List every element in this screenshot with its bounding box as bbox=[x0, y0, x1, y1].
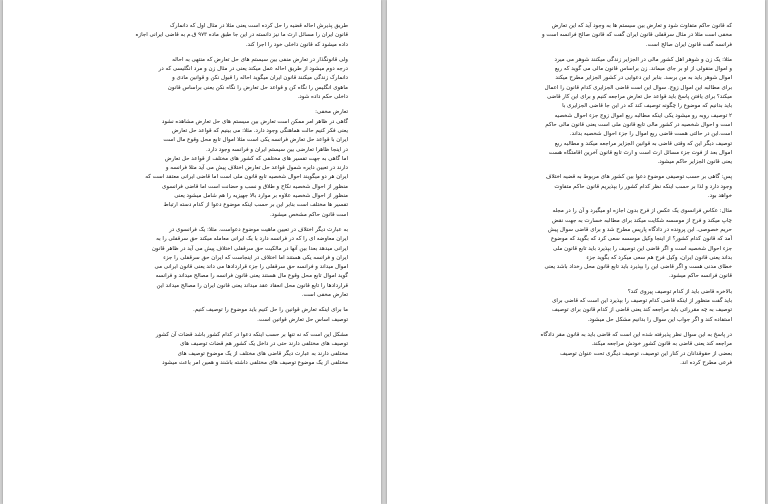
text-line: قانون ایران را مسائل ارث ما نیز دانسته در این جا طبق ماده ۹۷۳ ق.م به قاضی ایرانی اجازه bbox=[135, 32, 348, 39]
paragraph bbox=[421, 331, 732, 368]
text-line: بعضی از حقوقدانان در کنار این توصیف، توصیف دیگری تحت عنوان توصیف bbox=[560, 350, 732, 357]
text-line: بالاخره قاضی باید از کدام توصیف پیروی کند؟ bbox=[627, 288, 732, 295]
text-line: باید گفت منظور از اینکه قاضی کدام توصیف را بپذیرد این است که قاضی برای bbox=[552, 298, 732, 305]
text-line: مثال: عکاس فرانسوی یک عکس از فرح بدون اجازه او میگیرد و آن را در مجله bbox=[552, 208, 732, 215]
text-line: است.این در حالتی هست قاضی ربع اموال را جزء احوال شخصیه بداند. bbox=[569, 131, 732, 138]
text-line: منظور از احوال شخصیه علاوه بر موارد بالا جهیزیه را هم شامل میشود یعنی bbox=[174, 193, 348, 200]
text-line: ایران با قواعد حل تعارض فرانسه یکی است مثلا اموال تابع محل وقوع مال است bbox=[163, 137, 348, 144]
text-line: توصیف به چه مقرراتی باید مراجعه کند یعنی قاضی از کدام قانون برای توصیف bbox=[552, 307, 732, 314]
paragraph bbox=[421, 207, 732, 281]
text-line: خواهد بود. bbox=[707, 193, 732, 200]
text-line: ماهوی انگلیس را نگاه کن و قواعد حل تعارض را نگاه نکن یعنی براساس قانون bbox=[167, 84, 348, 91]
text-line: مختلفی از یک موضوع توصیف های مختلفی داشته باشند و همین امر باعث میشود bbox=[162, 359, 348, 366]
text-line: گاهی در ظاهر امر ممکن است تعارض بین سیستم های حل تعارض مشاهده نشود bbox=[161, 118, 348, 125]
text-line: مثلا: یک زن و شوهر اهل کشور مالی در الجزایر زندگی میکنند شوهر می میرد bbox=[554, 56, 732, 63]
text-line: ما برای اینکه تعارض قوانین را حل کنیم باید موضوع را توصیف کنیم. bbox=[192, 307, 348, 314]
text-line: یعنی فکر کنیم حالت هماهنگی وجود دارد. مثلا: می بینیم که قواعد حل تعارض bbox=[171, 127, 348, 134]
document-page-right bbox=[387, 0, 765, 504]
text-line: مخفی است مثلا در مثال سرقفلی قانون ایران گفت که قانون صالح فرانسه است و bbox=[541, 32, 732, 39]
text-line: طریق پذیرش احاله قضیه را حل کرده است یعنی مثلا در مثال اول که دانمارک bbox=[169, 23, 348, 29]
text-line: مشکل این است که نه تنها بر حسب اینکه دعوا در کدام کشور باشد قضات آن کشور bbox=[155, 331, 348, 338]
text-line: ایرانی میدهد بعدا بین آنها در مالکیت حق سرقفلی اختلاف پیش می آید در ظاهر قانون bbox=[151, 245, 348, 252]
text-line: گوید اموال تابع محل وقوع مال هستند یعنی قانون فرانسه را مصالح میداند و فرانسه bbox=[155, 273, 348, 280]
text-line: ایران و فرانسه یکی هستند اما اختلاف در اینجاست که ایران حق سرقفلی را جزء bbox=[163, 254, 348, 261]
text-line: است و احوال شخصیه در کشور مالی تابع قانون ملی است یعنی قانون مالی حاکم bbox=[545, 121, 732, 128]
text-line: دارند در تعیین دایره شمول قواعد حل تعارض اختلاف پیش می آید مثلا فرانسه و bbox=[165, 165, 348, 172]
text-line: باید بدانیم که موضوع را چگونه توصیف کند که در این جا قاضی الجزایری با bbox=[562, 103, 732, 110]
page-body bbox=[37, 22, 348, 498]
text-line: توصیف اساس حل تعارض قوانین است. bbox=[257, 316, 348, 323]
text-line: تفسیر ها مختلف است بنابر این بر حسب اینکه موضوع دعوا از کدام دسته ارتباط bbox=[163, 202, 348, 209]
text-line: تعارض مخفی: bbox=[315, 109, 348, 116]
text-line: اموال شوهر باید به من برسد. بنابر این دعوایی در کشور الجزایر مطرح میکند bbox=[555, 75, 732, 82]
text-line: پس: گاهی بر حسب توصیفی موضوع دعوا بین کشور های مربوط به قضیه اختلاف bbox=[545, 174, 732, 181]
text-line: برای مطالبه این اموال زوج. سوال این است قاضی الجزایری کدام قانون را اعمال bbox=[544, 84, 732, 91]
paragraph bbox=[37, 22, 348, 50]
text-line: در پاسخ به این سوال نظر پذیرفته شده این است که قاضی باید به قانون مقر دادگاه bbox=[540, 331, 732, 338]
text-line: حریم خصوصی. این پرونده در دادگاه پاریس مطرح شد و برای قاضی سوال پیش bbox=[547, 226, 732, 233]
text-line: ایران هر دو میگویند احوال شخصیه تابع قانون ملی است اما قاضی ایرانی معتقد است که bbox=[145, 174, 348, 181]
text-line: به عبارت دیگر اختلاف در تعیین ماهیت موضوع دعواست. مثلا: یک فرانسوی در bbox=[169, 226, 348, 233]
paragraph bbox=[37, 226, 348, 300]
text-line: دانمارک زندگی میکنند قانون ایران میگوید احاله را قبول نکن و قوانین مادی و bbox=[172, 75, 348, 82]
document-page-left bbox=[3, 0, 381, 504]
text-line: توصیف های مختلفی دارند حتی در داخل یک کشور هم قضات توصیف های bbox=[180, 341, 348, 348]
text-line: بداند یعنی قانون ایران، وکیل فرح هم سعی میکرد که بگوید جزء bbox=[586, 254, 732, 261]
paragraph bbox=[421, 173, 732, 201]
text-line: فرعی مطرح کرده اند. bbox=[680, 359, 732, 366]
text-line: ایران معاوضه ای را که در فرانسه دارد با یک ایرانی معامله میکند حق سرقفلی را به bbox=[156, 236, 348, 243]
text-line: قراردادها را تابع قانون محل انعقاد عقد میداند یعنی قانون ایران را مصالح میداند این bbox=[156, 282, 348, 289]
paragraph bbox=[421, 288, 732, 325]
text-line: اموال میداند و فرانسه حق سرقفلی را جزء قراردادها می داند یعنی قانون ایرانی می bbox=[154, 264, 348, 271]
paragraph bbox=[421, 22, 732, 50]
text-line: خطای مدنی هست و اگر قاضی این را بپذیرد باید تابع قانون محل رخداد باشد یعنی bbox=[544, 264, 732, 271]
text-line: ۲ توصیف روبه رو میشود یکی اینکه مطالبه ربع اموال زوج جزء احوال شخصیه bbox=[554, 112, 732, 119]
text-line: مراجعه کند یعنی قاضی به قانون کشور خودش مراجعه میکند. bbox=[591, 341, 732, 348]
text-line: و اموال منقولی از او بر جای میماند. زن براساس قانون مالی می گوید که ربع bbox=[554, 66, 732, 73]
text-line: داده میشود که قانون داخلی خود را اجرا کند. bbox=[245, 41, 348, 48]
text-line: منظور از احوال شخصیه نکاح و طلاق و نسب و حضانت است اما قاضی فرانسوی bbox=[161, 183, 348, 190]
paragraph bbox=[421, 56, 732, 168]
text-line: ولی قانونگذار در تعارض منفی بین سیستم های حل تعارض که منتهی به احاله bbox=[172, 56, 348, 63]
text-line: جزء احوال شخصیه است و اگر قاضی این توصیف را بپذیرد باید تابع قانون ملی bbox=[552, 245, 732, 252]
paragraph bbox=[37, 56, 348, 102]
text-line: داخلی حکم داده شود. bbox=[297, 94, 348, 101]
text-line: قانون فرانسه حاکم میشود. bbox=[669, 273, 732, 280]
text-line: میکند؟ برای یافتن پاسخ باید قواعد حل تعارض مراجعه کنیم و برای این کار قاضی bbox=[546, 94, 732, 101]
text-line: استفاده کند و اگر جواب این سوال را بدانیم مشکل حل میشود. bbox=[587, 316, 732, 323]
paragraph bbox=[37, 331, 348, 368]
text-line: اموال بعد از فوت جزء مسائل ارث است و ارث تابع قانون آخرین اقامتگاه هست bbox=[548, 149, 732, 156]
text-line: توصیف دیگر این که وقتی قاضی به قوانین الجزایر مراجعه میکند و مطالبه ربع bbox=[554, 140, 732, 147]
text-line: درجه دوم میشود از طریق احاله عمل میکند یعنی در مثال زن و مرد انگلیسی که در bbox=[158, 66, 348, 73]
text-line: یعنی قانون الجزایر حاکم میشود. bbox=[657, 159, 732, 166]
text-line: در اینجا ظاهرا تعارضی بین سیستم ایران و فرانسه وجود دارد. bbox=[206, 146, 348, 153]
text-line: چاپ میکند و فرح از موسسه شکایت میکند برای مطالبه خسارت به جهت نقض bbox=[552, 217, 732, 224]
paragraph bbox=[37, 108, 348, 220]
text-line: اما گاهی به جهت تفسیر های مختلفی که کشور های مختلف از قواعد حل تعارض bbox=[164, 155, 348, 162]
text-line: که قانون حاکم متفاوت شود و تعارض بین سیستم ها به وجود آید که این تعارض bbox=[551, 23, 732, 29]
text-line: وجود دارد و لذا بر حسب اینکه نظر کدام کشور را بپذیریم قانون حاکم متفاوت bbox=[554, 183, 732, 190]
text-line: مختلفی دارند به عبارت دیگر قاضی های مختلف از یک موضوع توصیف های bbox=[177, 350, 348, 357]
paragraph bbox=[37, 306, 348, 325]
text-line: است قانون حاکم مشخص میشود. bbox=[270, 211, 348, 218]
page-body bbox=[421, 22, 732, 498]
text-line: فرانسه گفت قانون ایران صالح است. bbox=[645, 41, 732, 48]
text-line: آمد که قانون کدام کشور؟ از اینجا وکیل موسسه سعی کرد که بگوید که موضوع bbox=[551, 236, 732, 243]
text-line: تعارض مخفی است. bbox=[301, 292, 348, 299]
